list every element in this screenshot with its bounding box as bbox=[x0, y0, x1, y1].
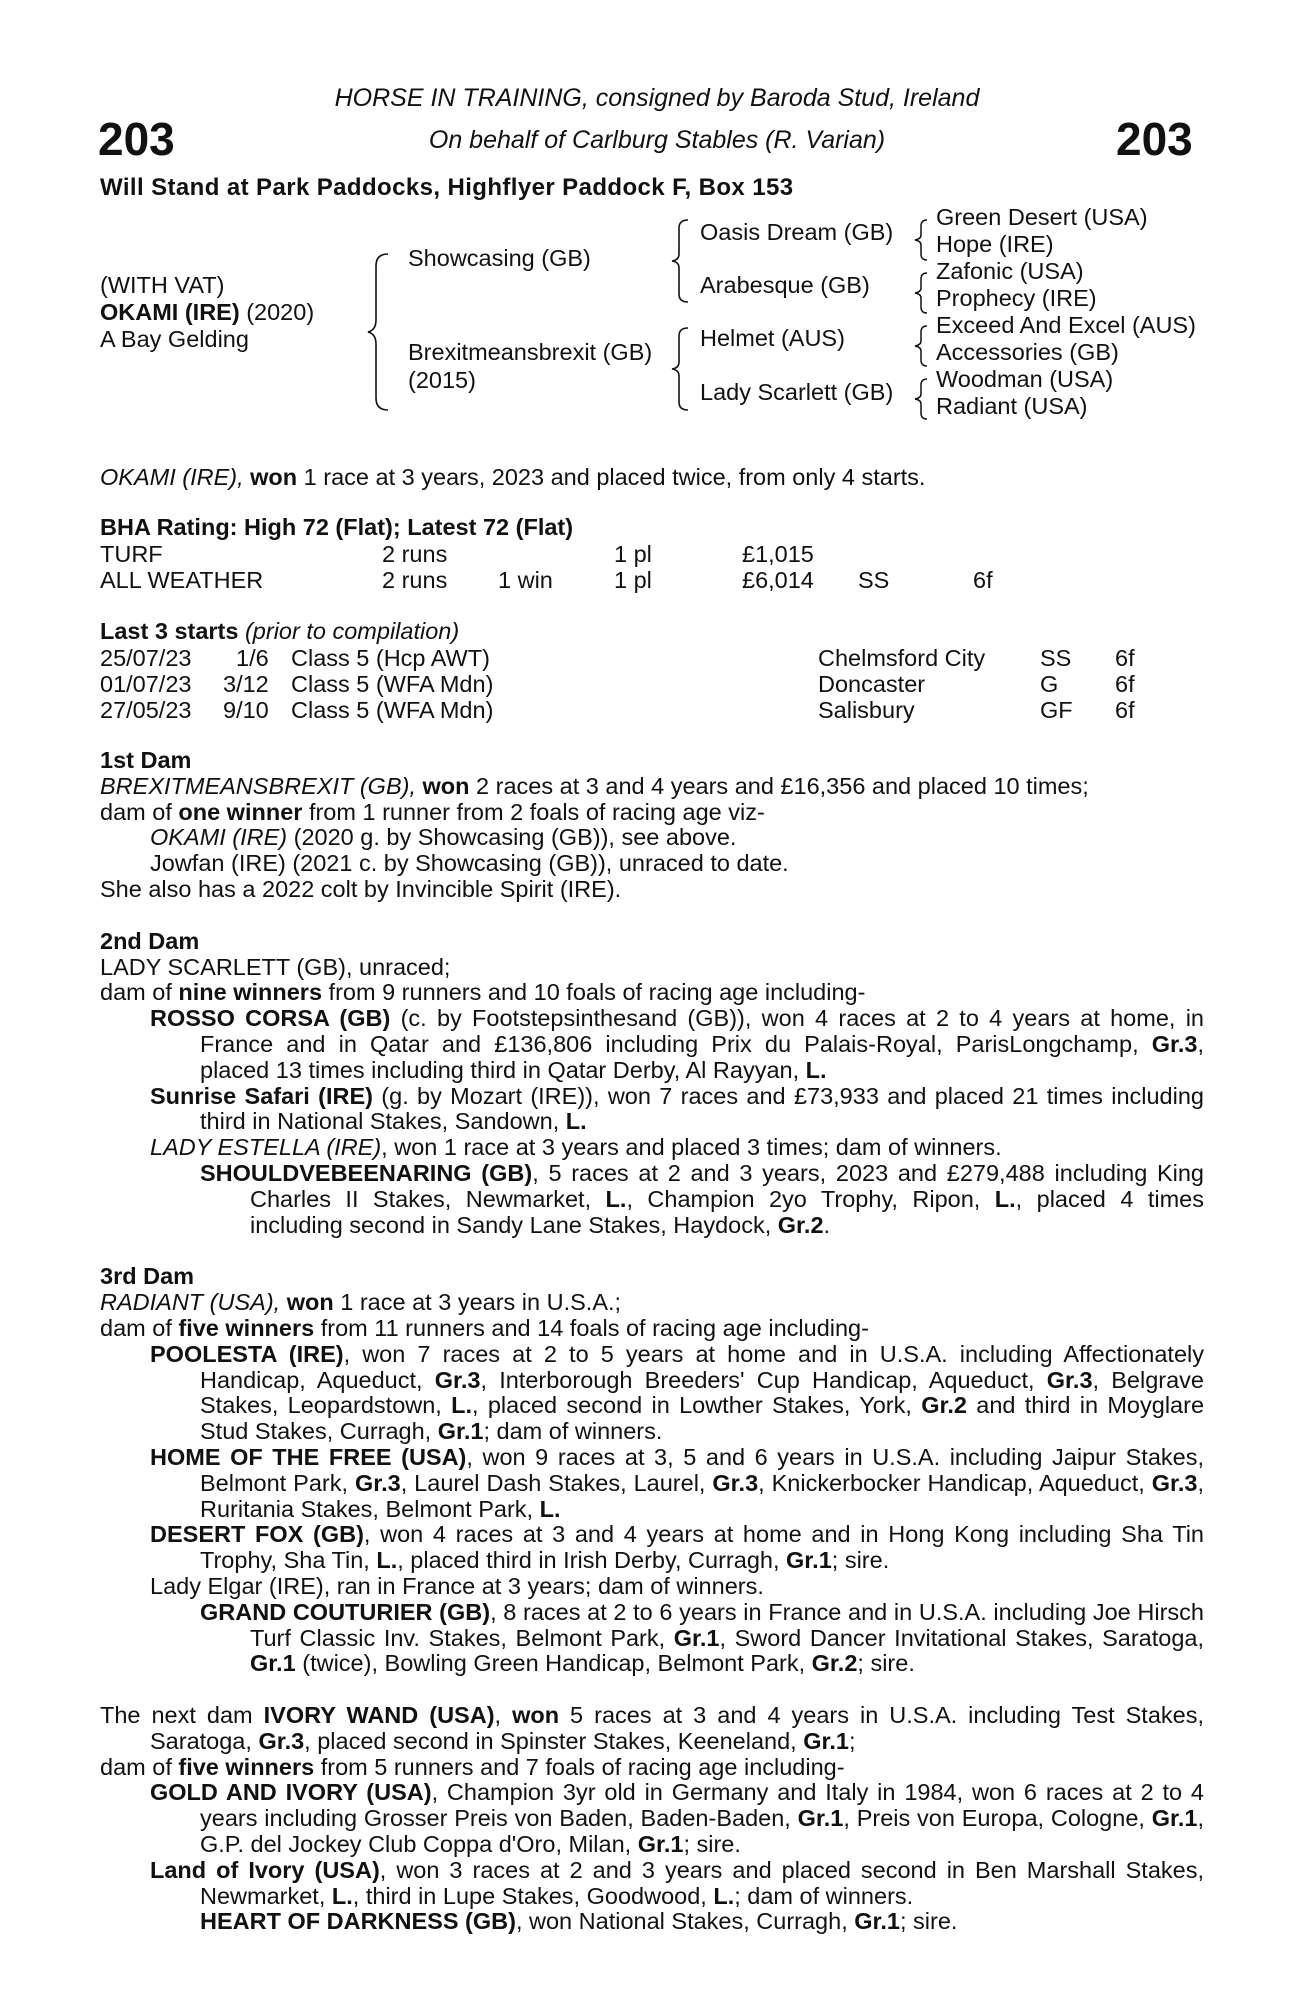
race-summary bbox=[100, 465, 925, 491]
third-gen-produce-heart-of-darkness bbox=[100, 1909, 1204, 1935]
pedigree-brace-dam bbox=[670, 326, 692, 412]
start-row-3-pos: 9/10 bbox=[223, 697, 269, 723]
pedigree-brace-sire bbox=[670, 218, 692, 304]
text: ; bbox=[848, 1727, 856, 1754]
pedigree-brace-ds bbox=[913, 324, 931, 368]
text: , Interborough Breeders' Cup Handicap, Aqueduct, bbox=[480, 1366, 1047, 1393]
start-row-3-date: 27/05/23 bbox=[100, 697, 192, 723]
text: , placed 13 times including third in Qatar Derby, Al Rayyan, bbox=[200, 1030, 1204, 1083]
pedigree-dsd: Accessories (GB) bbox=[936, 339, 1119, 365]
horse-name: OKAMI (IRE) bbox=[100, 299, 240, 325]
third-gen-produce-shouldvebeenaring bbox=[100, 1161, 1204, 1238]
start-row-3-course: Salisbury bbox=[818, 697, 915, 723]
text: . bbox=[823, 1211, 831, 1238]
start-row-2-course: Doncaster bbox=[818, 671, 926, 697]
pedigree-sds: Zafonic (USA) bbox=[936, 258, 1084, 284]
text: , placed third in Irish Derby, Curragh, bbox=[397, 1547, 787, 1574]
start-row-1-pos: 1/6 bbox=[236, 645, 269, 671]
pedigree-sss: Green Desert (USA) bbox=[936, 204, 1148, 230]
start-row-1-class: Class 5 (Hcp AWT) bbox=[291, 645, 490, 671]
start-row-2-dist: 6f bbox=[1115, 671, 1135, 697]
start-row-1-course: Chelmsford City bbox=[818, 645, 986, 671]
pedigree-dds: Woodman (USA) bbox=[936, 366, 1114, 392]
rating-row-turf-runs: 2 runs bbox=[382, 541, 448, 567]
winners-count: five winners bbox=[178, 1314, 315, 1341]
text: dam of bbox=[100, 798, 179, 825]
winners-count: one winner bbox=[178, 798, 303, 825]
pedigree-brace-dd bbox=[913, 377, 931, 421]
third-dam-heading: 3rd Dam bbox=[100, 1263, 195, 1290]
text: , Champion 3yr old in Germany and Italy in 1984, won 6 races at 2 to 4 years including Grosser Preis von Baden, Baden-Baden, bbox=[200, 1779, 1204, 1832]
bha-rating-title: BHA Rating: High 72 (Flat); Latest 72 (Flat) bbox=[100, 514, 574, 540]
first-dam-won: won bbox=[422, 772, 470, 799]
produce-name: SHOULDVEBEENARING (GB) bbox=[200, 1159, 533, 1186]
text: ; sire. bbox=[683, 1831, 741, 1858]
first-dam-produce-1 bbox=[100, 825, 1204, 851]
pedigree-dam: Brexitmeansbrexit (GB) bbox=[408, 339, 653, 365]
grade: Gr.2 bbox=[811, 1650, 858, 1677]
last-starts-note: (prior to compilation) bbox=[238, 618, 460, 644]
start-row-2-class: Class 5 (WFA Mdn) bbox=[291, 671, 494, 697]
next-dam-won: won bbox=[512, 1702, 560, 1729]
produce-name: GOLD AND IVORY (USA) bbox=[150, 1779, 432, 1806]
start-row-1-dist: 6f bbox=[1115, 645, 1135, 671]
produce-name: GRAND COUTURIER (GB) bbox=[200, 1598, 491, 1625]
start-row-1-going: SS bbox=[1040, 645, 1072, 671]
produce-name: Land of Ivory (USA) bbox=[150, 1856, 380, 1883]
text: , won 7 races at 2 to 5 years at home and in U.S.A. including Affectionately Handicap, Aqueduct, bbox=[200, 1340, 1204, 1393]
grade: Gr.1 bbox=[797, 1805, 844, 1832]
text: from 1 runner from 2 foals of racing age viz- bbox=[302, 798, 765, 825]
produce-name: DESERT FOX (GB) bbox=[150, 1521, 364, 1548]
rating-row-turf-amount: £1,015 bbox=[742, 541, 814, 567]
text: (twice), Bowling Green Handicap, Belmont Park, bbox=[295, 1650, 812, 1677]
text: and third in Moyglare Stud Stakes, Curragh, bbox=[200, 1392, 1205, 1445]
text: , Sword Dancer Invitational Stakes, Saratoga, bbox=[719, 1624, 1204, 1651]
pedigree-sdd: Prophecy (IRE) bbox=[936, 285, 1097, 311]
consignor-line: HORSE IN TRAINING, consigned by Baroda Stud, Ireland bbox=[334, 84, 980, 112]
grade: L. bbox=[713, 1882, 735, 1909]
rating-row-turf-pl: 1 pl bbox=[614, 541, 652, 567]
pedigree-dam-dam: Lady Scarlett (GB) bbox=[700, 379, 894, 405]
start-row-2-date: 01/07/23 bbox=[100, 671, 192, 697]
text: (g. by Mozart (IRE)), won 7 races and £73,933 and placed 21 times including third in National Stakes, Sandown, bbox=[200, 1082, 1204, 1135]
next-dam-produce-land-of-ivory bbox=[100, 1858, 1204, 1910]
grade: Gr.2 bbox=[777, 1211, 824, 1238]
text: ; dam of winners. bbox=[483, 1418, 663, 1445]
winners-count: five winners bbox=[178, 1753, 315, 1780]
pedigree-brace-main bbox=[366, 252, 392, 412]
pedigree-dam-year: (2015) bbox=[408, 367, 476, 393]
second-dam-produce-sunrise-safari bbox=[100, 1084, 1204, 1136]
rating-row-aw-runs: 2 runs bbox=[382, 567, 448, 593]
produce-name: HEART OF DARKNESS (GB) bbox=[200, 1908, 516, 1935]
second-dam-heading: 2nd Dam bbox=[100, 927, 200, 954]
lot-number-left: 203 bbox=[98, 113, 175, 165]
pedigree-sire-dam: Arabesque (GB) bbox=[700, 272, 870, 298]
text: , Preis von Europa, Cologne, bbox=[843, 1805, 1152, 1832]
winners-count: nine winners bbox=[178, 979, 323, 1006]
pedigree-dam-sire: Helmet (AUS) bbox=[700, 325, 845, 351]
text: (c. by Footstepsinthesand (GB)), won 4 races at 2 to 4 years at home, in France and in Qatar and £136,806 including Prix du Palais-Royal, ParisLongchamp, bbox=[200, 1005, 1204, 1057]
last-starts-title: Last 3 starts bbox=[100, 618, 239, 644]
text: , placed second in Spinster Stakes, Keeneland, bbox=[304, 1727, 804, 1754]
text: , G.P. del Jockey Club Coppa d'Oro, Milan, bbox=[200, 1805, 1204, 1858]
rating-row-aw-wins: 1 win bbox=[498, 567, 553, 593]
grade: Gr.3 bbox=[354, 1469, 401, 1496]
text: 1 race at 3 years in U.S.A.; bbox=[333, 1289, 622, 1316]
first-dam-line bbox=[100, 774, 1204, 800]
third-dam-section bbox=[100, 1264, 1204, 1677]
text: , won National Stakes, Curragh, bbox=[515, 1908, 855, 1935]
text: from 5 runners and 7 foals of racing age including- bbox=[314, 1753, 845, 1780]
first-dam-section bbox=[100, 748, 1204, 903]
rating-row-turf-surface: TURF bbox=[100, 541, 163, 567]
rating-row-aw-dist: 6f bbox=[973, 567, 993, 593]
grade: L. bbox=[539, 1495, 561, 1522]
text: The next dam bbox=[100, 1702, 264, 1729]
grade: Gr.3 bbox=[434, 1366, 481, 1393]
produce-name: ROSSO CORSA (GB) bbox=[150, 1005, 391, 1032]
produce-name: Sunrise Safari (IRE) bbox=[150, 1082, 373, 1109]
start-row-2-pos: 3/12 bbox=[223, 671, 269, 697]
summary-rest: 1 race at 3 years, 2023 and placed twice, from only 4 starts. bbox=[297, 464, 926, 490]
pedigree-brace-sd bbox=[913, 271, 931, 315]
text: , third in Lupe Stakes, Goodwood, bbox=[352, 1882, 714, 1909]
text: , won 4 races at 3 and 4 years at home and in Hong Kong including Sha Tin Trophy, Sha Tin, bbox=[200, 1521, 1204, 1574]
grade: Gr.3 bbox=[712, 1469, 759, 1496]
grade: Gr.3 bbox=[1151, 1469, 1198, 1496]
start-row-2-going: G bbox=[1040, 671, 1059, 697]
start-row-1-date: 25/07/23 bbox=[100, 645, 192, 671]
text: (2020 g. by Showcasing (GB)), see above. bbox=[287, 824, 737, 851]
grade: Gr.3 bbox=[258, 1727, 305, 1754]
text: , placed second in Lowther Stakes, York, bbox=[472, 1392, 922, 1419]
grade: Gr.3 bbox=[1151, 1030, 1198, 1057]
grade: L. bbox=[565, 1108, 587, 1135]
horse-description: A Bay Gelding bbox=[100, 326, 249, 352]
grade: Gr.1 bbox=[854, 1908, 900, 1935]
text: , Ruritania Stakes, Belmont Park, bbox=[200, 1469, 1204, 1522]
second-dam-produce-lady-estella bbox=[100, 1135, 1204, 1161]
text: , won 3 races at 2 and 3 years and placed second in Ben Marshall Stakes, Newmarket, bbox=[200, 1856, 1204, 1909]
dam-notes bbox=[100, 748, 1204, 1935]
text: , placed 4 times including second in Sandy Lane Stakes, Haydock, bbox=[250, 1185, 1204, 1238]
text: ; sire. bbox=[900, 1908, 958, 1935]
grade: Gr.1 bbox=[1151, 1805, 1198, 1832]
second-dam-produce-line bbox=[100, 980, 1204, 1006]
third-dam-line bbox=[100, 1290, 1204, 1316]
first-dam-heading: 1st Dam bbox=[100, 747, 192, 773]
text: , Laurel Dash Stakes, Laurel, bbox=[400, 1469, 713, 1496]
rating-row-aw-surface: ALL WEATHER bbox=[100, 567, 264, 593]
produce-name: OKAMI (IRE) bbox=[150, 824, 288, 851]
text: dam of bbox=[100, 1314, 179, 1341]
third-dam-produce-home-of-the-free bbox=[100, 1445, 1204, 1522]
text: ; sire. bbox=[857, 1650, 915, 1677]
on-behalf-line: On behalf of Carlburg Stables (R. Varian) bbox=[428, 126, 886, 154]
grade: L. bbox=[376, 1547, 398, 1574]
third-dam-produce-desert-fox bbox=[100, 1522, 1204, 1574]
start-row-3-dist: 6f bbox=[1115, 697, 1135, 723]
next-dam-section bbox=[100, 1703, 1204, 1935]
grade: L. bbox=[331, 1882, 353, 1909]
produce-name: HOME OF THE FREE (USA) bbox=[150, 1443, 467, 1470]
grade: Gr.1 bbox=[437, 1418, 484, 1445]
text: , won 1 race at 3 years and placed 3 times; dam of winners. bbox=[381, 1134, 1002, 1161]
first-dam-note: She also has a 2022 colt by Invincible Spirit (IRE). bbox=[100, 875, 622, 902]
grade: Gr.1 bbox=[673, 1624, 720, 1651]
text: from 11 runners and 14 foals of racing age including- bbox=[314, 1314, 869, 1341]
pedigree-ddd: Radiant (USA) bbox=[936, 393, 1088, 419]
produce-name: LADY ESTELLA (IRE) bbox=[150, 1134, 382, 1161]
start-row-3-class: Class 5 (WFA Mdn) bbox=[291, 697, 494, 723]
text: , 5 races at 2 and 3 years, 2023 and £279,488 including King Charles II Stakes, Newmarket, bbox=[250, 1159, 1205, 1212]
rating-row-aw-going: SS bbox=[858, 567, 890, 593]
next-dam-line bbox=[100, 1703, 1204, 1755]
text: ; dam of winners. bbox=[734, 1882, 914, 1909]
text: , bbox=[494, 1702, 513, 1729]
horse-year: (2020) bbox=[239, 299, 315, 325]
summary-horse-name: OKAMI (IRE), bbox=[100, 464, 251, 490]
grade: L. bbox=[451, 1392, 473, 1419]
pedigree-dss: Exceed And Excel (AUS) bbox=[936, 312, 1196, 338]
start-row-3-going: GF bbox=[1040, 697, 1073, 723]
text: ; sire. bbox=[831, 1547, 890, 1574]
lot-number-right: 203 bbox=[1116, 113, 1193, 165]
text: , Belgrave Stakes, Leopardstown, bbox=[200, 1366, 1204, 1419]
second-dam-section bbox=[100, 929, 1204, 1239]
third-dam-produce-poolesta bbox=[100, 1342, 1204, 1445]
rating-row-aw-amount: £6,014 bbox=[742, 567, 814, 593]
text: 5 races at 3 and 4 years in U.S.A. including Test Stakes, Saratoga, bbox=[150, 1702, 1204, 1754]
next-dam-name: IVORY WAND (USA) bbox=[263, 1702, 495, 1729]
grade: Gr.1 bbox=[250, 1650, 296, 1677]
first-dam-name: BREXITMEANSBREXIT (GB), bbox=[100, 772, 423, 799]
second-dam-produce-rosso-corsa bbox=[100, 1006, 1204, 1083]
second-dam-line: LADY SCARLETT (GB), unraced; bbox=[100, 953, 451, 980]
third-dam-name: RADIANT (USA), bbox=[100, 1289, 287, 1316]
first-dam-record: 2 races at 3 and 4 years and £16,356 and placed 10 times; bbox=[469, 772, 1089, 799]
grade: Gr.1 bbox=[637, 1831, 684, 1858]
grade: L. bbox=[605, 1185, 627, 1212]
pedigree-sire-sire: Oasis Dream (GB) bbox=[700, 219, 894, 245]
pedigree-brace-ss bbox=[913, 218, 931, 262]
first-dam-produce-2: Jowfan (IRE) (2021 c. by Showcasing (GB)), unraced to date. bbox=[150, 850, 789, 877]
vat-label: (WITH VAT) bbox=[100, 272, 225, 298]
summary-won: won bbox=[250, 464, 298, 490]
text: , Champion 2yo Trophy, Ripon, bbox=[626, 1185, 995, 1212]
last-starts-heading bbox=[100, 619, 459, 645]
grade: L. bbox=[805, 1056, 827, 1083]
first-dam-produce-line bbox=[100, 800, 1204, 826]
text: dam of bbox=[100, 1753, 179, 1780]
next-dam-produce-gold-and-ivory bbox=[100, 1780, 1204, 1857]
stand-location: Will Stand at Park Paddocks, Highflyer Paddock F, Box 153 bbox=[100, 174, 794, 201]
third-dam-produce-line bbox=[100, 1316, 1204, 1342]
pedigree-sire: Showcasing (GB) bbox=[408, 245, 591, 271]
grade: L. bbox=[994, 1185, 1016, 1212]
text: from 9 runners and 10 foals of racing age including- bbox=[322, 979, 866, 1006]
text: dam of bbox=[100, 979, 179, 1006]
third-dam-won: won bbox=[286, 1289, 334, 1316]
horse-name-line bbox=[100, 300, 314, 326]
produce-name: POOLESTA (IRE) bbox=[150, 1340, 344, 1367]
pedigree-ssd: Hope (IRE) bbox=[936, 231, 1054, 257]
next-dam-produce-line bbox=[100, 1755, 1204, 1781]
grade: Gr.1 bbox=[786, 1547, 832, 1574]
rating-row-aw-pl: 1 pl bbox=[614, 567, 652, 593]
grade: Gr.3 bbox=[1046, 1366, 1093, 1393]
third-dam-produce-lady-elgar: Lady Elgar (IRE), ran in France at 3 years; dam of winners. bbox=[150, 1572, 764, 1599]
text: , Knickerbocker Handicap, Aqueduct, bbox=[758, 1469, 1152, 1496]
grade: Gr.1 bbox=[803, 1727, 849, 1754]
third-gen-produce-grand-couturier bbox=[100, 1600, 1204, 1677]
grade: Gr.2 bbox=[921, 1392, 967, 1419]
text: , won 9 races at 3, 5 and 6 years in U.S.A. including Jaipur Stakes, Belmont Park, bbox=[200, 1443, 1204, 1496]
text: , 8 races at 2 to 6 years in France and in U.S.A. including Joe Hirsch Turf Classic Inv. Stakes, Belmont Park, bbox=[250, 1598, 1204, 1651]
